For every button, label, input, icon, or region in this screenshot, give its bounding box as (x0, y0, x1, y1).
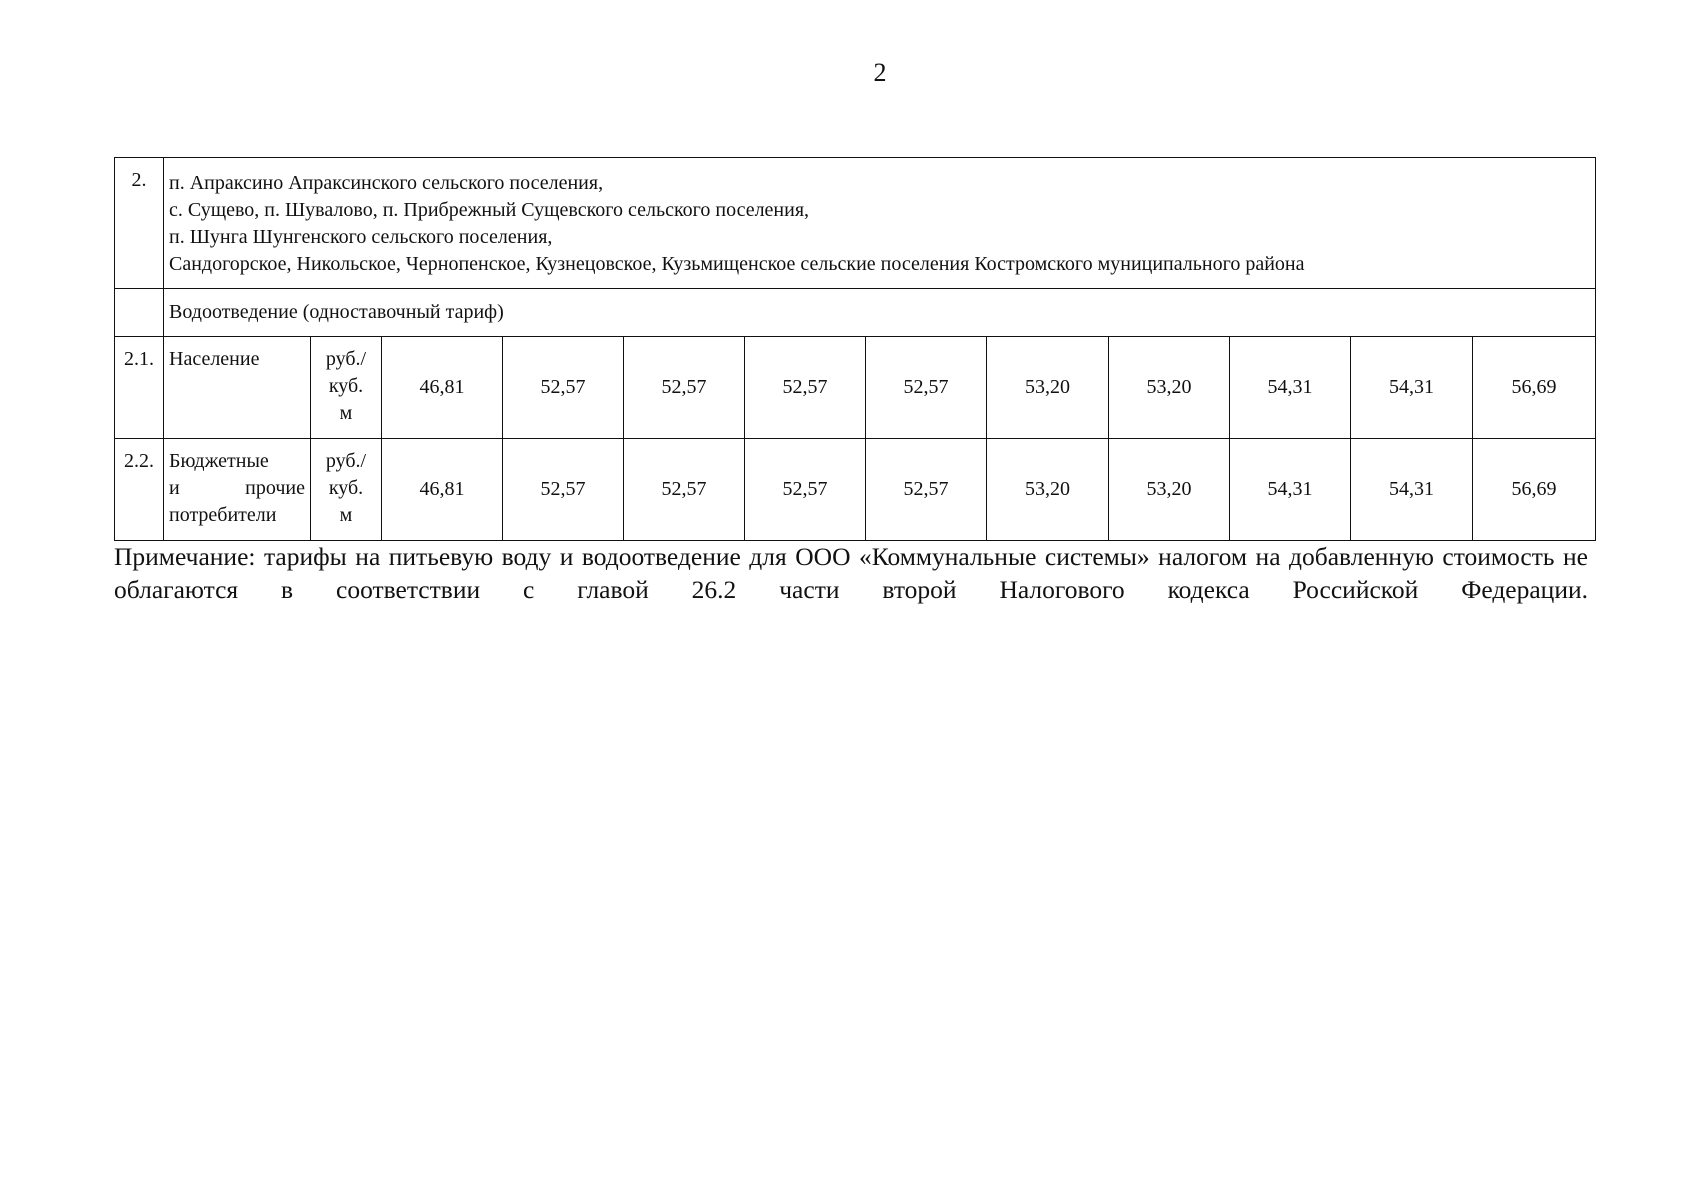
consumer-name-line: Бюджетные (169, 450, 269, 472)
unit-line: м (339, 402, 353, 424)
unit-line: куб. (328, 477, 364, 499)
consumer-name: Население (164, 337, 311, 439)
section-location-row (115, 158, 1596, 289)
tariff-value: 52,57 (866, 439, 987, 541)
section-number: 2. (115, 158, 164, 289)
tariff-value: 53,20 (1109, 439, 1230, 541)
unit-line: м (339, 504, 353, 526)
tariff-value: 52,57 (624, 337, 745, 439)
unit-cell (311, 439, 382, 541)
tariff-value: 54,31 (1230, 337, 1351, 439)
table-row (115, 337, 1596, 439)
tariff-value: 54,31 (1351, 337, 1473, 439)
consumer-name (164, 439, 311, 541)
tariff-value: 53,20 (1109, 337, 1230, 439)
unit-line: руб./ (325, 348, 367, 370)
location-line: Сандогорское, Никольское, Чернопенское, Кузнецовское, Кузьмищенское сельские поселения Костромского муниципального района (169, 253, 1305, 275)
tariff-value: 52,57 (745, 439, 866, 541)
unit-line: куб. (328, 375, 364, 397)
tariff-value: 54,31 (1351, 439, 1473, 541)
tariff-value: 54,31 (1230, 439, 1351, 541)
tariff-table (114, 157, 1596, 541)
section-location (164, 158, 1596, 289)
unit-line: руб./ (325, 450, 367, 472)
tariff-value: 53,20 (987, 337, 1109, 439)
row-number: 2.2. (115, 439, 164, 541)
tariff-value: 56,69 (1473, 439, 1596, 541)
location-line: п. Шунга Шунгенского сельского поселения, (169, 226, 553, 248)
service-name: Водоотведение (одноставочный тариф) (164, 289, 1596, 337)
tariff-value: 46,81 (382, 337, 503, 439)
tariff-value: 52,57 (624, 439, 745, 541)
tariff-value: 52,57 (745, 337, 866, 439)
unit-cell (311, 337, 382, 439)
service-row (115, 289, 1596, 337)
table-row (115, 439, 1596, 541)
tariff-value: 53,20 (987, 439, 1109, 541)
tariff-value: 52,57 (503, 337, 624, 439)
tariff-value: 52,57 (866, 337, 987, 439)
consumer-name-line: и прочие (169, 477, 305, 499)
page-number: 2 (873, 58, 887, 87)
tariff-value: 46,81 (382, 439, 503, 541)
tariff-value: 52,57 (503, 439, 624, 541)
tax-note: Примечание: тарифы на питьевую воду и водоотведение для ООО «Коммунальные системы» налогом на добавленную стоимость не облагаются в соответствии с главой 26.2 части второй Налогового кодекса Российской Федерации. (114, 542, 1588, 604)
empty-cell (115, 289, 164, 337)
consumer-name-line: потребители (169, 504, 277, 526)
row-number: 2.1. (115, 337, 164, 439)
tariff-value: 56,69 (1473, 337, 1596, 439)
location-line: п. Апраксино Апраксинского сельского поселения, (169, 172, 604, 194)
location-line: с. Сущево, п. Шувалово, п. Прибрежный Сущевского сельского поселения, (169, 199, 810, 221)
